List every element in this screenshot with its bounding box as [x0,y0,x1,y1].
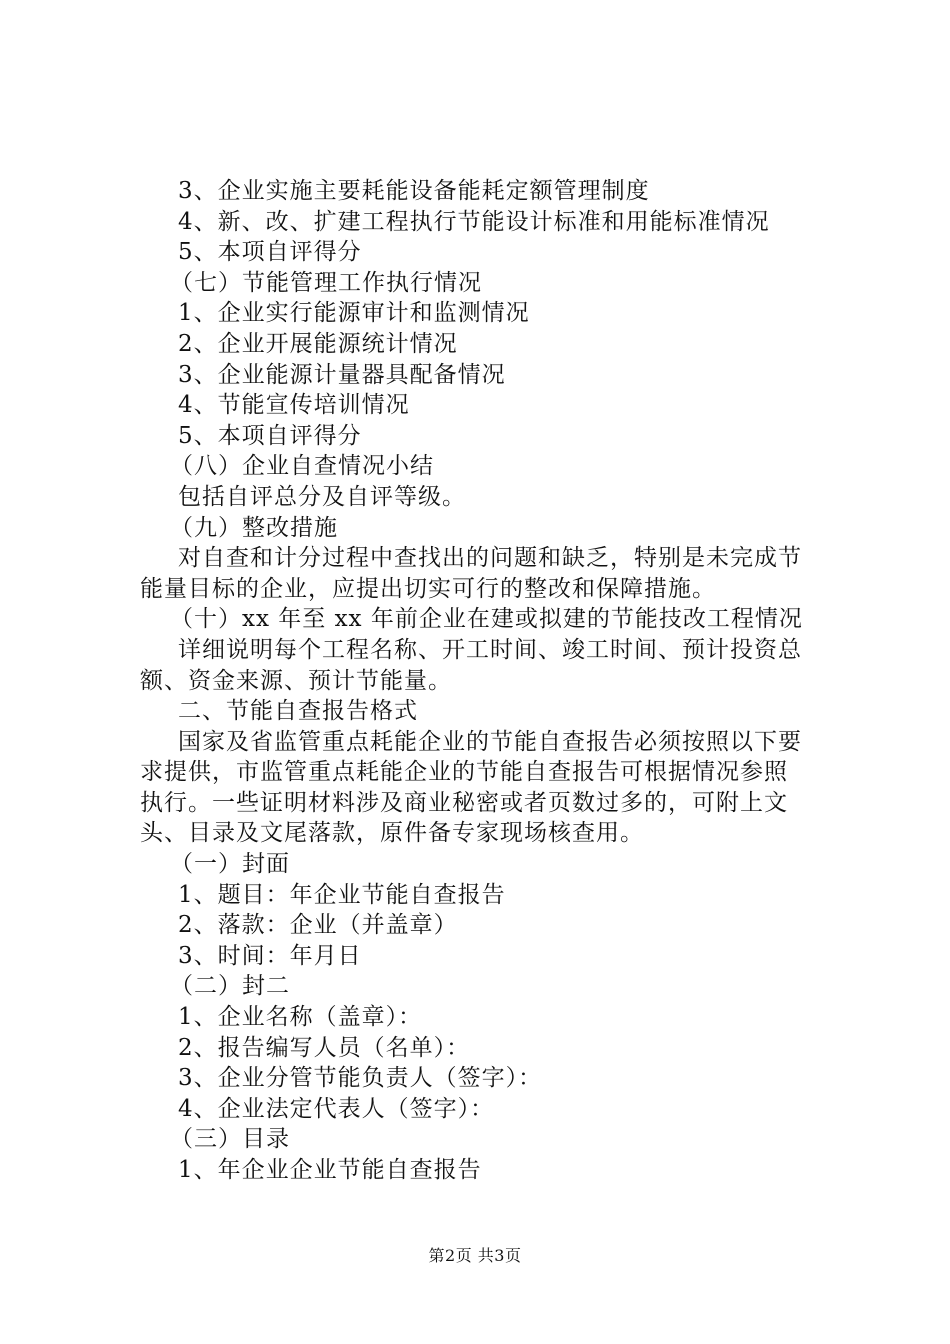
list-item: 3、时间：年月日 [178,942,362,969]
list-item: 1、企业实行能源审计和监测情况 [178,300,530,327]
section-heading: （十）xx 年至 xx 年前企业在建或拟建的节能技改工程情况 [170,606,803,633]
list-item: 3、企业分管节能负责人（签字）： [178,1065,543,1092]
section-heading: （九）整改措施 [170,514,338,541]
paragraph-line: 额、资金来源、预计节能量。 [140,667,452,694]
list-item: 2、报告编写人员（名单）： [178,1034,471,1061]
page-number: 第2页 共3页 [428,1246,522,1265]
list-item: 2、落款：企业（并盖章） [178,912,458,939]
list-item: 3、企业实施主要耗能设备能耗定额管理制度 [178,178,650,204]
list-item: 1、题目：年企业节能自查报告 [178,881,506,908]
section-heading: （二）封二 [170,973,290,1000]
list-item: 3、企业能源计量器具配备情况 [178,361,506,388]
list-item: 5、本项自评得分 [178,239,362,266]
list-item: 4、节能宣传培训情况 [178,392,410,419]
paragraph-line: 国家及省监管重点耗能企业的节能自查报告必须按照以下要 [178,728,802,755]
list-item: 4、新、改、扩建工程执行节能设计标准和用能标准情况 [178,208,770,235]
section-heading: （三）目录 [170,1126,290,1153]
paragraph-line: 求提供，市监管重点耗能企业的节能自查报告可根据情况参照 [140,759,788,786]
list-item: 1、年企业企业节能自查报告 [178,1157,482,1183]
list-item: 2、企业开展能源统计情况 [178,330,458,357]
paragraph-line: 执行。一些证明材料涉及商业秘密或者页数过多的，可附上文 [140,789,788,816]
list-item: 1、企业名称（盖章）： [178,1004,423,1031]
paragraph-line: 头、目录及文尾落款，原件备专家现场核查用。 [140,820,644,847]
document-body [140,176,840,1186]
list-item: 5、本项自评得分 [178,422,362,449]
section-heading: （七）节能管理工作执行情况 [170,269,482,296]
section-heading: 二、节能自查报告格式 [178,698,418,725]
page-footer [0,1243,950,1266]
section-heading: （一）封面 [170,851,290,878]
paragraph-line: 包括自评总分及自评等级。 [178,483,466,510]
paragraph-line: 详细说明每个工程名称、开工时间、竣工时间、预计投资总 [178,636,802,663]
paragraph-line: 能量目标的企业，应提出切实可行的整改和保障措施。 [140,575,716,602]
section-heading: （八）企业自查情况小结 [170,453,434,480]
paragraph-line: 对自查和计分过程中查找出的问题和缺乏，特别是未完成节 [178,545,802,572]
list-item: 4、企业法定代表人（签字）： [178,1095,495,1122]
